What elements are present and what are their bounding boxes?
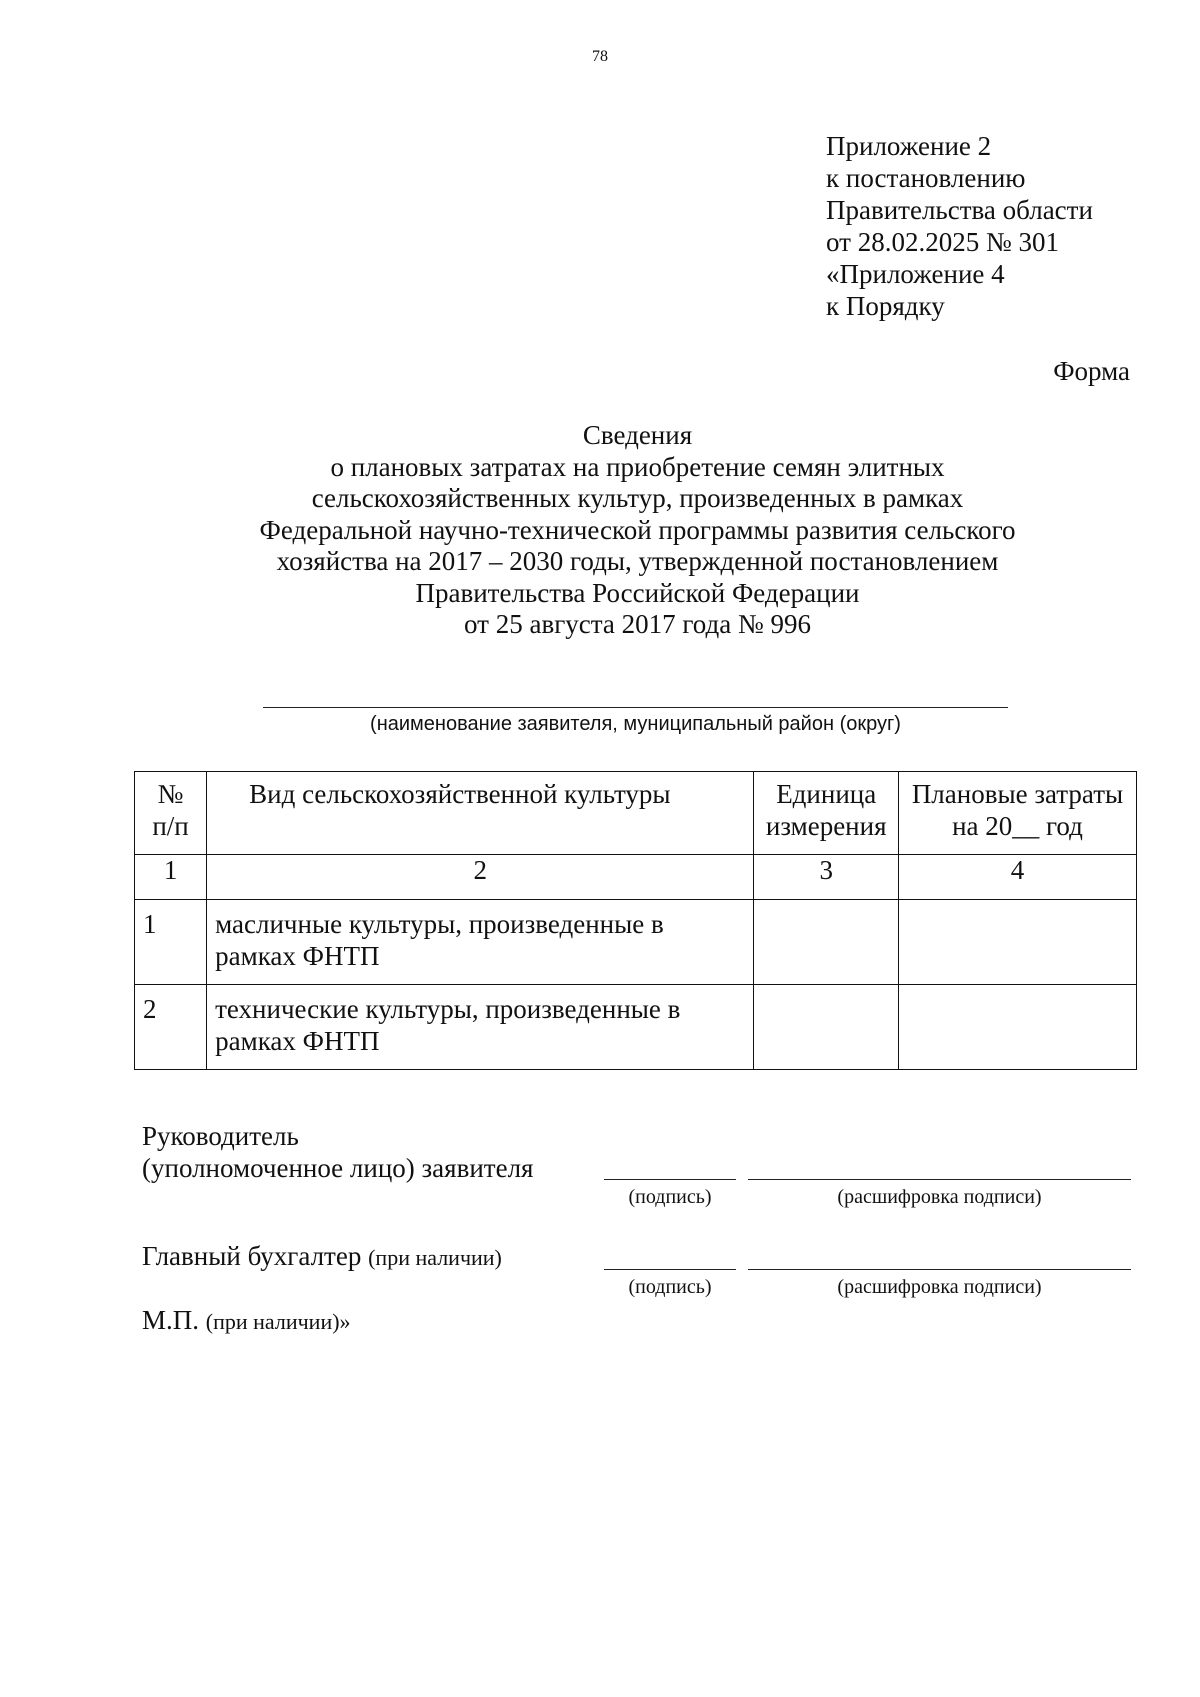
column-number: 3 <box>754 855 899 900</box>
annex-line: к Порядку <box>826 291 945 321</box>
header-cell-number <box>135 772 207 855</box>
crop-cell <box>207 900 754 985</box>
column-number: 2 <box>207 855 754 900</box>
decode-caption: (расшифровка подписи) <box>837 1186 1042 1208</box>
crop-cell <box>207 985 754 1070</box>
applicant-caption: (наименование заявителя, муниципальный район (округ) <box>370 713 901 735</box>
crop-text: рамках ФНТП <box>215 941 380 971</box>
row-number: 1 <box>135 900 207 985</box>
head-decode-line[interactable] <box>748 1179 1131 1180</box>
annex-line: от 28.02.2025 № 301 <box>826 227 1059 257</box>
header-text: № <box>157 779 184 809</box>
header-text: п/п <box>152 811 189 841</box>
header-text: Плановые затраты <box>911 779 1124 809</box>
head-label-2: (уполномоченное лицо) заявителя <box>142 1153 534 1183</box>
header-text: Вид сельскохозяйственной культуры <box>249 779 671 809</box>
stamp-title: М.П. <box>142 1305 200 1335</box>
annex-line: Приложение 2 <box>826 131 992 161</box>
column-number: 1 <box>135 855 207 900</box>
stamp-note: (при наличии)» <box>205 1309 351 1334</box>
column-number-row <box>135 855 1137 900</box>
accountant-note: (при наличии) <box>368 1245 502 1270</box>
title-line: Федеральной научно-технической программы развития сельского <box>259 514 1016 545</box>
header-text: измерения <box>765 811 887 841</box>
page-number: 78 <box>592 48 608 65</box>
costs-table <box>134 771 1137 1070</box>
column-number: 4 <box>898 855 1136 900</box>
accountant-signature-line[interactable] <box>604 1269 736 1270</box>
accountant-label <box>142 1240 502 1274</box>
head-label-1: Руководитель <box>142 1121 299 1151</box>
title-line: Сведения <box>582 420 693 450</box>
table-row <box>135 985 1137 1070</box>
header-cell-cost <box>898 772 1136 855</box>
header-cell-unit <box>754 772 899 855</box>
header-cell-crop <box>207 772 754 855</box>
cost-cell[interactable] <box>898 900 1136 985</box>
stamp-label <box>142 1304 351 1338</box>
table-header-row <box>135 772 1137 855</box>
unit-cell[interactable] <box>754 985 899 1070</box>
accountant-decode-line[interactable] <box>748 1269 1131 1270</box>
accountant-title: Главный бухгалтер <box>142 1241 362 1271</box>
signature-caption: (подпись) <box>628 1186 712 1208</box>
title-line: от 25 августа 2017 года № 996 <box>464 609 811 639</box>
cost-cell[interactable] <box>898 985 1136 1070</box>
header-text: на 20__ год <box>952 811 1083 841</box>
signature-caption: (подпись) <box>628 1276 712 1298</box>
annex-line: к постановлению <box>826 163 1026 193</box>
document-title <box>180 420 1095 641</box>
form-label: Форма <box>1053 356 1130 386</box>
annex-header <box>826 130 1093 322</box>
title-line: сельскохозяйственных культур, произведенных в рамках <box>311 483 964 513</box>
head-signature-line[interactable] <box>604 1179 736 1180</box>
crop-text: технические культуры, произведенные в <box>215 994 681 1024</box>
title-line: Правительства Российской Федерации <box>415 577 860 608</box>
crop-text: рамках ФНТП <box>215 1026 380 1056</box>
title-line: хозяйства на 2017 – 2030 годы, утвержденной постановлением <box>276 546 999 576</box>
crop-text: масличные культуры, произведенные в <box>215 909 664 939</box>
title-line: о плановых затратах на приобретение семян элитных <box>330 451 945 482</box>
table-row <box>135 900 1137 985</box>
row-number: 2 <box>135 985 207 1070</box>
annex-line: «Приложение 4 <box>826 259 1005 289</box>
header-text: Единица <box>776 779 877 809</box>
annex-line: Правительства области <box>826 195 1093 225</box>
applicant-name-line <box>263 707 1008 708</box>
unit-cell[interactable] <box>754 900 899 985</box>
decode-caption: (расшифровка подписи) <box>837 1276 1042 1298</box>
